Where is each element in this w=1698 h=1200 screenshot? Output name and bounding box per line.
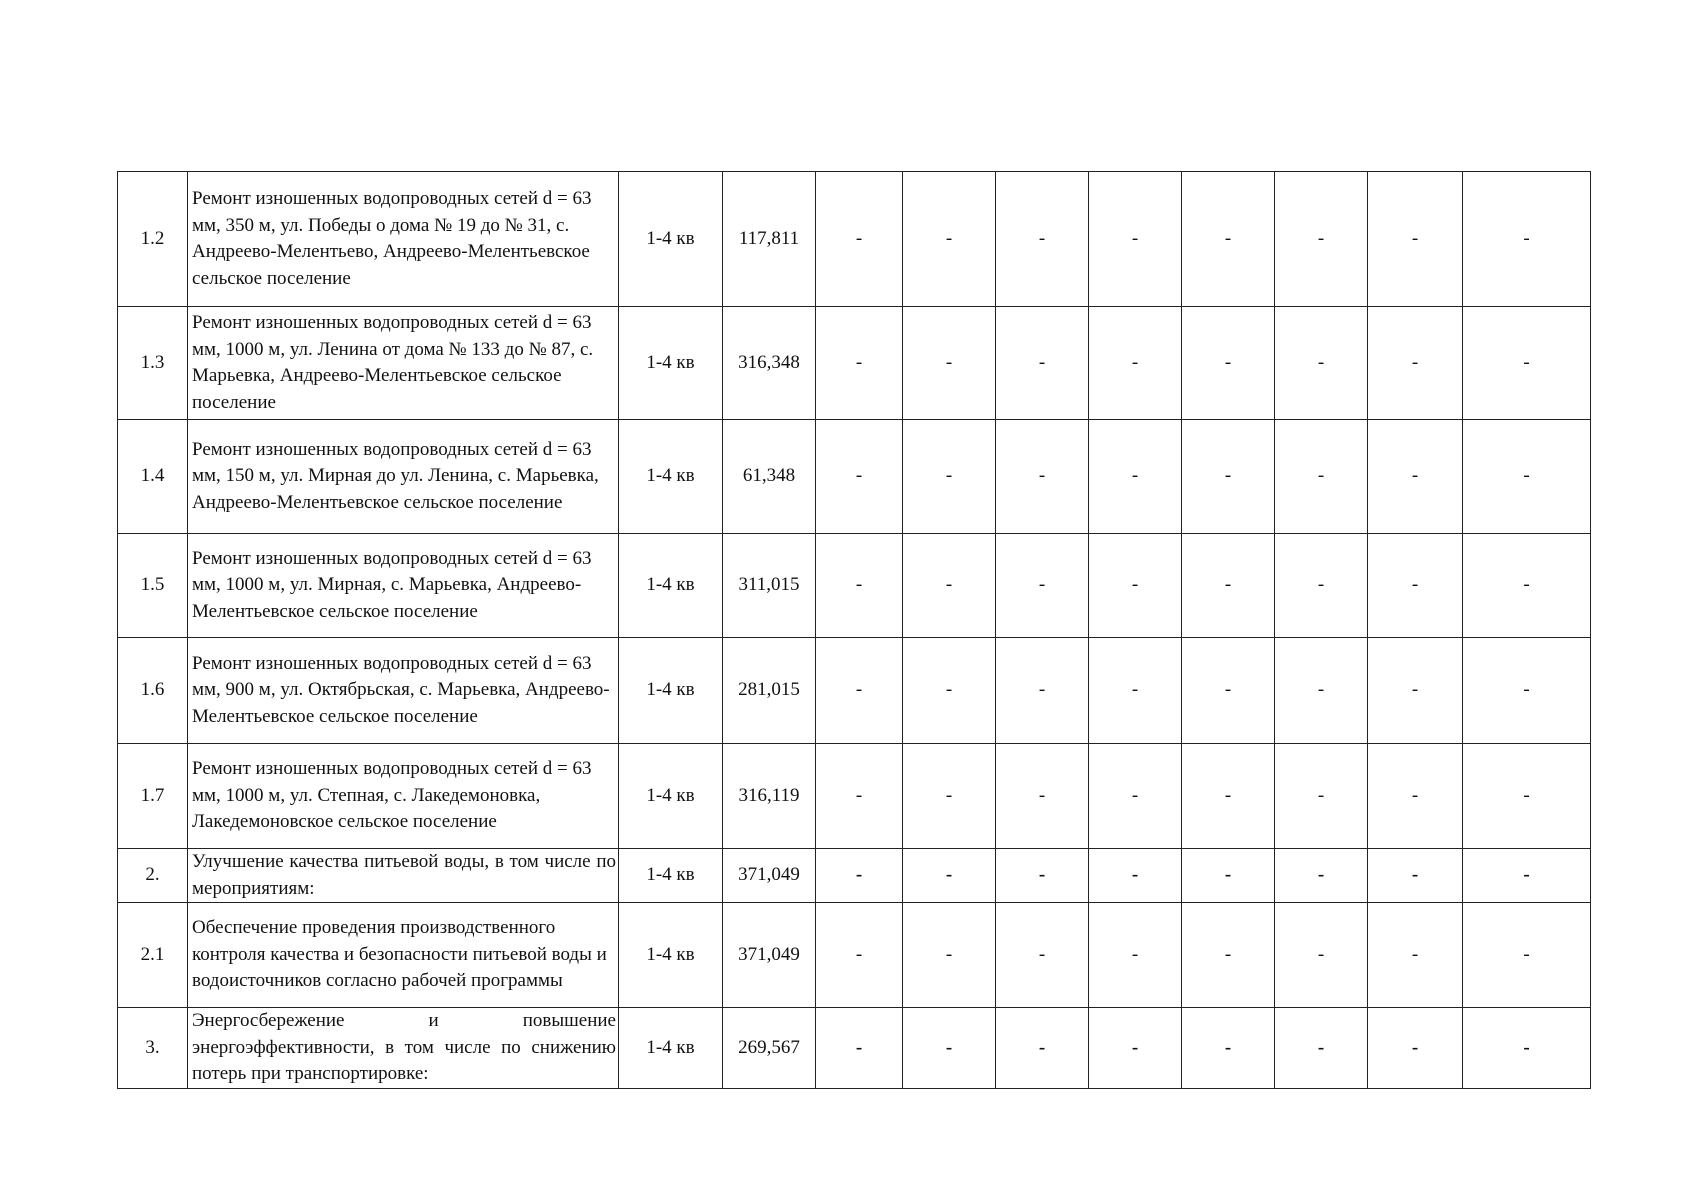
value-cell: -: [996, 849, 1089, 903]
value-cell: -: [1182, 903, 1275, 1008]
value-cell: -: [903, 172, 996, 307]
table-row: [118, 638, 1591, 744]
row-description: Ремонт изношенных водопроводных сетей d = 63 мм, 1000 м, ул. Мирная, с. Марьевка, Андреево-Мелентьевское сельское поселение: [188, 534, 619, 638]
value-cell: -: [903, 534, 996, 638]
value-cell: -: [816, 172, 903, 307]
table-row: [118, 420, 1591, 534]
value-cell: -: [1463, 849, 1591, 903]
value-cell: -: [1463, 903, 1591, 1008]
row-period: 1-4 кв: [619, 849, 723, 903]
row-amount: 316,348: [723, 307, 816, 420]
value-cell: -: [1275, 420, 1368, 534]
value-cell: -: [1182, 172, 1275, 307]
row-amount: 117,811: [723, 172, 816, 307]
value-cell: -: [903, 744, 996, 849]
table-row: [118, 172, 1591, 307]
value-cell: -: [1463, 638, 1591, 744]
value-cell: -: [1368, 638, 1463, 744]
value-cell: -: [1463, 420, 1591, 534]
table-row-section: [118, 849, 1591, 903]
value-cell: -: [816, 420, 903, 534]
row-period: 1-4 кв: [619, 307, 723, 420]
value-cell: -: [1368, 420, 1463, 534]
table-row-section: [118, 1008, 1591, 1089]
row-period: 1-4 кв: [619, 534, 723, 638]
value-cell: -: [1275, 534, 1368, 638]
table-row: [118, 903, 1591, 1008]
value-cell: -: [1182, 307, 1275, 420]
value-cell: -: [996, 1008, 1089, 1089]
row-period: 1-4 кв: [619, 172, 723, 307]
value-cell: -: [1182, 849, 1275, 903]
value-cell: -: [903, 307, 996, 420]
row-amount: 371,049: [723, 903, 816, 1008]
value-cell: -: [996, 744, 1089, 849]
value-cell: -: [816, 307, 903, 420]
row-description: Ремонт изношенных водопроводных сетей d = 63 мм, 1000 м, ул. Степная, с. Лакедемоновка, Лакедемоновское сельское поселение: [188, 744, 619, 849]
value-cell: -: [1368, 534, 1463, 638]
value-cell: -: [1368, 849, 1463, 903]
value-cell: -: [903, 903, 996, 1008]
value-cell: -: [1463, 1008, 1591, 1089]
value-cell: -: [1089, 638, 1182, 744]
row-amount: 269,567: [723, 1008, 816, 1089]
row-number: 2.1: [118, 903, 188, 1008]
value-cell: -: [1089, 849, 1182, 903]
value-cell: -: [816, 903, 903, 1008]
value-cell: -: [1463, 744, 1591, 849]
row-amount: 311,015: [723, 534, 816, 638]
row-description: Ремонт изношенных водопроводных сетей d = 63 мм, 900 м, ул. Октябрьская, с. Марьевка, Андреево-Мелентьевское сельское поселение: [188, 638, 619, 744]
table-row: [118, 534, 1591, 638]
row-period: 1-4 кв: [619, 1008, 723, 1089]
table-row: [118, 307, 1591, 420]
value-cell: -: [1463, 172, 1591, 307]
value-cell: -: [1275, 1008, 1368, 1089]
row-description: Ремонт изношенных водопроводных сетей d = 63 мм, 350 м, ул. Победы о дома № 19 до № 31, с. Андреево-Мелентьево, Андреево-Мелентьевское сельское поселение: [188, 172, 619, 307]
value-cell: -: [996, 307, 1089, 420]
value-cell: -: [1275, 172, 1368, 307]
value-cell: -: [903, 1008, 996, 1089]
value-cell: -: [1368, 903, 1463, 1008]
row-number: 1.7: [118, 744, 188, 849]
value-cell: -: [996, 172, 1089, 307]
value-cell: -: [903, 638, 996, 744]
row-number: 1.3: [118, 307, 188, 420]
table-row: [118, 744, 1591, 849]
value-cell: -: [1275, 849, 1368, 903]
value-cell: -: [1089, 420, 1182, 534]
row-amount: 316,119: [723, 744, 816, 849]
value-cell: -: [1089, 534, 1182, 638]
value-cell: -: [1182, 534, 1275, 638]
value-cell: -: [996, 903, 1089, 1008]
value-cell: -: [816, 744, 903, 849]
row-amount: 371,049: [723, 849, 816, 903]
value-cell: -: [1182, 744, 1275, 849]
value-cell: -: [1368, 744, 1463, 849]
value-cell: -: [1275, 744, 1368, 849]
row-description: Улучшение качества питьевой воды, в том числе по мероприятиям:: [188, 849, 619, 903]
row-number: 2.: [118, 849, 188, 903]
value-cell: -: [816, 1008, 903, 1089]
row-description: Ремонт изношенных водопроводных сетей d = 63 мм, 1000 м, ул. Ленина от дома № 133 до № 87, с. Марьевка, Андреево-Мелентьевское сельское поселение: [188, 307, 619, 420]
row-period: 1-4 кв: [619, 744, 723, 849]
value-cell: -: [996, 420, 1089, 534]
row-period: 1-4 кв: [619, 903, 723, 1008]
row-description: Ремонт изношенных водопроводных сетей d = 63 мм, 150 м, ул. Мирная до ул. Ленина, с. Марьевка, Андреево-Мелентьевское сельское поселение: [188, 420, 619, 534]
value-cell: -: [1368, 1008, 1463, 1089]
value-cell: -: [1368, 307, 1463, 420]
value-cell: -: [1089, 744, 1182, 849]
row-period: 1-4 кв: [619, 638, 723, 744]
value-cell: -: [1182, 638, 1275, 744]
value-cell: -: [1275, 903, 1368, 1008]
row-number: 3.: [118, 1008, 188, 1089]
value-cell: -: [1089, 307, 1182, 420]
value-cell: -: [1182, 420, 1275, 534]
value-cell: -: [816, 849, 903, 903]
row-number: 1.5: [118, 534, 188, 638]
row-period: 1-4 кв: [619, 420, 723, 534]
value-cell: -: [1089, 172, 1182, 307]
row-amount: 61,348: [723, 420, 816, 534]
value-cell: -: [1275, 638, 1368, 744]
value-cell: -: [1275, 307, 1368, 420]
value-cell: -: [903, 849, 996, 903]
value-cell: -: [1368, 172, 1463, 307]
value-cell: -: [1463, 307, 1591, 420]
value-cell: -: [1182, 1008, 1275, 1089]
value-cell: -: [996, 534, 1089, 638]
row-number: 1.2: [118, 172, 188, 307]
value-cell: -: [1089, 903, 1182, 1008]
program-table: [117, 171, 1591, 1089]
row-amount: 281,015: [723, 638, 816, 744]
row-description: Обеспечение проведения производственного контроля качества и безопасности питьевой воды и водоисточников согласно рабочей программы: [188, 903, 619, 1008]
value-cell: -: [1463, 534, 1591, 638]
value-cell: -: [903, 420, 996, 534]
row-number: 1.6: [118, 638, 188, 744]
value-cell: -: [1089, 1008, 1182, 1089]
value-cell: -: [996, 638, 1089, 744]
row-number: 1.4: [118, 420, 188, 534]
value-cell: -: [816, 534, 903, 638]
row-description: Энергосбережение и повышение энергоэффективности, в том числе по снижению потерь при транспортировке:: [188, 1008, 619, 1089]
value-cell: -: [816, 638, 903, 744]
